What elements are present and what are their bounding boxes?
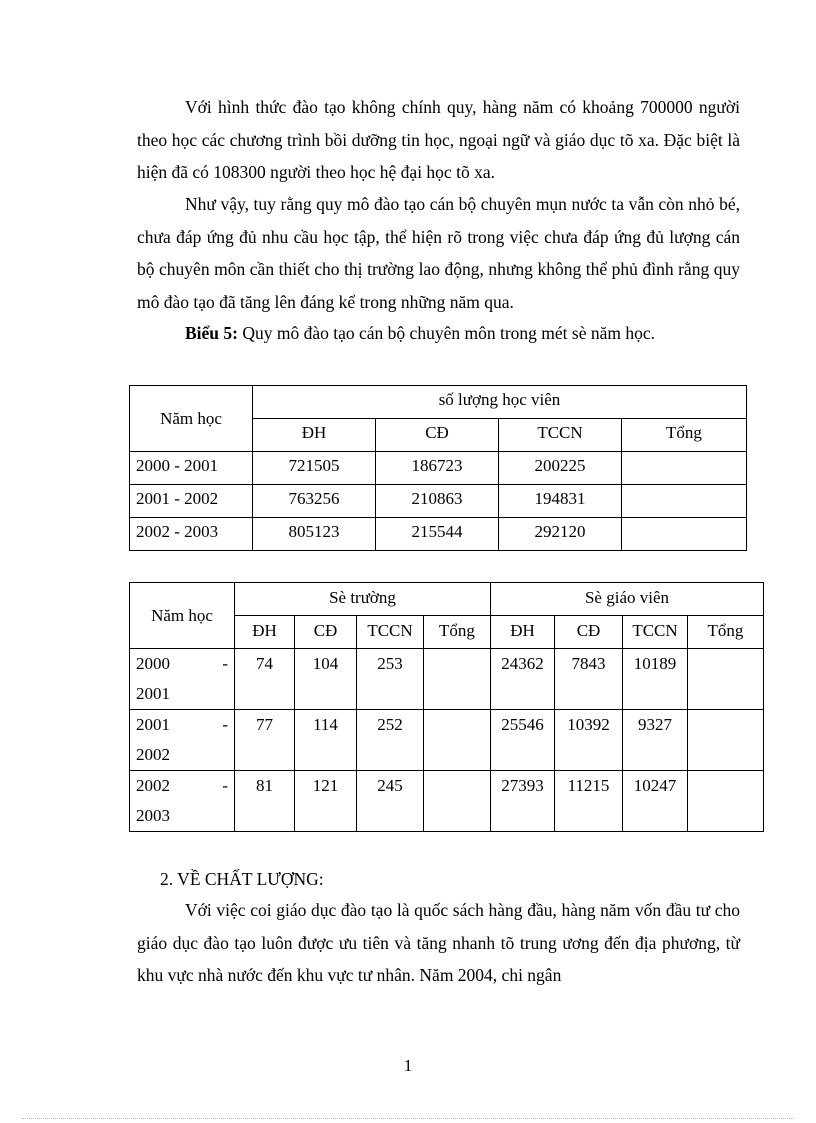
year-end: 2001 bbox=[136, 684, 170, 703]
value-cell bbox=[424, 771, 491, 832]
value-cell: 25546 bbox=[491, 710, 555, 771]
table-row bbox=[130, 452, 747, 485]
value-cell: 210863 bbox=[376, 485, 499, 518]
caption-text: Quy mô đào tạo cán bộ chuyên môn trong mét sè năm học. bbox=[238, 323, 655, 343]
year-cell bbox=[130, 649, 235, 710]
year-start: 2002 bbox=[136, 776, 170, 795]
page-border bbox=[22, 1118, 794, 1119]
table-row bbox=[130, 649, 764, 710]
year-cell: 2002 - 2003 bbox=[130, 518, 253, 551]
students-group-header: số lượng học viên bbox=[253, 386, 747, 419]
table-row bbox=[130, 485, 747, 518]
year-start: 2000 bbox=[136, 654, 170, 673]
year-header: Năm học bbox=[130, 386, 253, 452]
value-cell: 77 bbox=[235, 710, 295, 771]
schools-group-header: Sè trường bbox=[235, 583, 491, 616]
caption-label: Biểu 5: bbox=[185, 323, 238, 343]
value-cell: 9327 bbox=[623, 710, 688, 771]
value-cell: 186723 bbox=[376, 452, 499, 485]
value-cell bbox=[688, 771, 764, 832]
column-header: CĐ bbox=[295, 616, 357, 649]
students-table bbox=[129, 385, 747, 551]
section-heading: 2. VỀ CHẤT LƯỢNG: bbox=[160, 869, 324, 889]
teachers-group-header: Sè giáo viên bbox=[491, 583, 764, 616]
value-cell: 104 bbox=[295, 649, 357, 710]
value-cell bbox=[424, 649, 491, 710]
value-cell: 245 bbox=[357, 771, 424, 832]
value-cell bbox=[688, 649, 764, 710]
value-cell: 194831 bbox=[499, 485, 622, 518]
value-cell: 24362 bbox=[491, 649, 555, 710]
value-cell: 74 bbox=[235, 649, 295, 710]
column-header: ĐH bbox=[253, 419, 376, 452]
paragraph-informal-training: Với hình thức đào tạo không chính quy, hàng năm có khoảng 700000 người theo học các chương trình bồi dưỡng tin học, ngoại ngữ và giáo dục tõ xa. Đặc biệt là hiện đã có 108300 người theo học hệ đại học tõ xa. bbox=[137, 97, 740, 182]
value-cell: 200225 bbox=[499, 452, 622, 485]
value-cell: 10392 bbox=[555, 710, 623, 771]
year-end: 2002 bbox=[136, 745, 170, 764]
value-cell: 10247 bbox=[623, 771, 688, 832]
year-cell bbox=[130, 710, 235, 771]
year-cell: 2001 - 2002 bbox=[130, 485, 253, 518]
table-caption bbox=[185, 317, 655, 349]
value-cell bbox=[424, 710, 491, 771]
value-cell bbox=[688, 710, 764, 771]
value-cell: 763256 bbox=[253, 485, 376, 518]
year-dash: - bbox=[222, 776, 228, 795]
column-header: Tổng bbox=[622, 419, 747, 452]
value-cell: 11215 bbox=[555, 771, 623, 832]
column-header: TCCN bbox=[357, 616, 424, 649]
year-cell: 2000 - 2001 bbox=[130, 452, 253, 485]
value-cell: 7843 bbox=[555, 649, 623, 710]
paragraph-quality: Với việc coi giáo dục đào tạo là quốc sách hàng đầu, hàng năm vốn đầu tư cho giáo dục đào tạo luôn được ưu tiên và tăng nhanh tõ trung ương đến địa phương, từ khu vực nhà nước đến khu vực tư nhân. Năm 2004, chi ngân bbox=[137, 900, 740, 985]
year-start: 2001 bbox=[136, 715, 170, 734]
year-header: Năm học bbox=[130, 583, 235, 649]
value-cell bbox=[622, 518, 747, 551]
column-header: ĐH bbox=[235, 616, 295, 649]
year-dash: - bbox=[222, 654, 228, 673]
value-cell: 114 bbox=[295, 710, 357, 771]
column-header: ĐH bbox=[491, 616, 555, 649]
column-header: TCCN bbox=[623, 616, 688, 649]
value-cell bbox=[622, 452, 747, 485]
page-number: 1 bbox=[403, 1056, 413, 1075]
value-cell: 121 bbox=[295, 771, 357, 832]
value-cell: 10189 bbox=[623, 649, 688, 710]
value-cell: 253 bbox=[357, 649, 424, 710]
column-header: CĐ bbox=[376, 419, 499, 452]
table-row bbox=[130, 710, 764, 771]
year-dash: - bbox=[222, 715, 228, 734]
value-cell: 292120 bbox=[499, 518, 622, 551]
table-row bbox=[130, 771, 764, 832]
column-header: Tổng bbox=[424, 616, 491, 649]
value-cell: 81 bbox=[235, 771, 295, 832]
value-cell: 805123 bbox=[253, 518, 376, 551]
column-header: TCCN bbox=[499, 419, 622, 452]
year-cell bbox=[130, 771, 235, 832]
value-cell bbox=[622, 485, 747, 518]
value-cell: 215544 bbox=[376, 518, 499, 551]
column-header: CĐ bbox=[555, 616, 623, 649]
table-row bbox=[130, 518, 747, 551]
schools-teachers-table bbox=[129, 582, 764, 832]
value-cell: 721505 bbox=[253, 452, 376, 485]
paragraph-training-scale: Như vậy, tuy rằng quy mô đào tạo cán bộ chuyên mụn nước ta vẫn còn nhỏ bé, chưa đáp ứng đủ nhu cầu học tập, thể hiện rõ trong việc chưa đáp ứng đủ lượng cán bộ chuyên môn cần thiết cho thị trường lao động, nhưng không thể phủ đình rằng quy mô đào tạo đã tăng lên đáng kể trong những năm qua. bbox=[137, 194, 740, 312]
column-header: Tổng bbox=[688, 616, 764, 649]
year-end: 2003 bbox=[136, 806, 170, 825]
value-cell: 27393 bbox=[491, 771, 555, 832]
value-cell: 252 bbox=[357, 710, 424, 771]
